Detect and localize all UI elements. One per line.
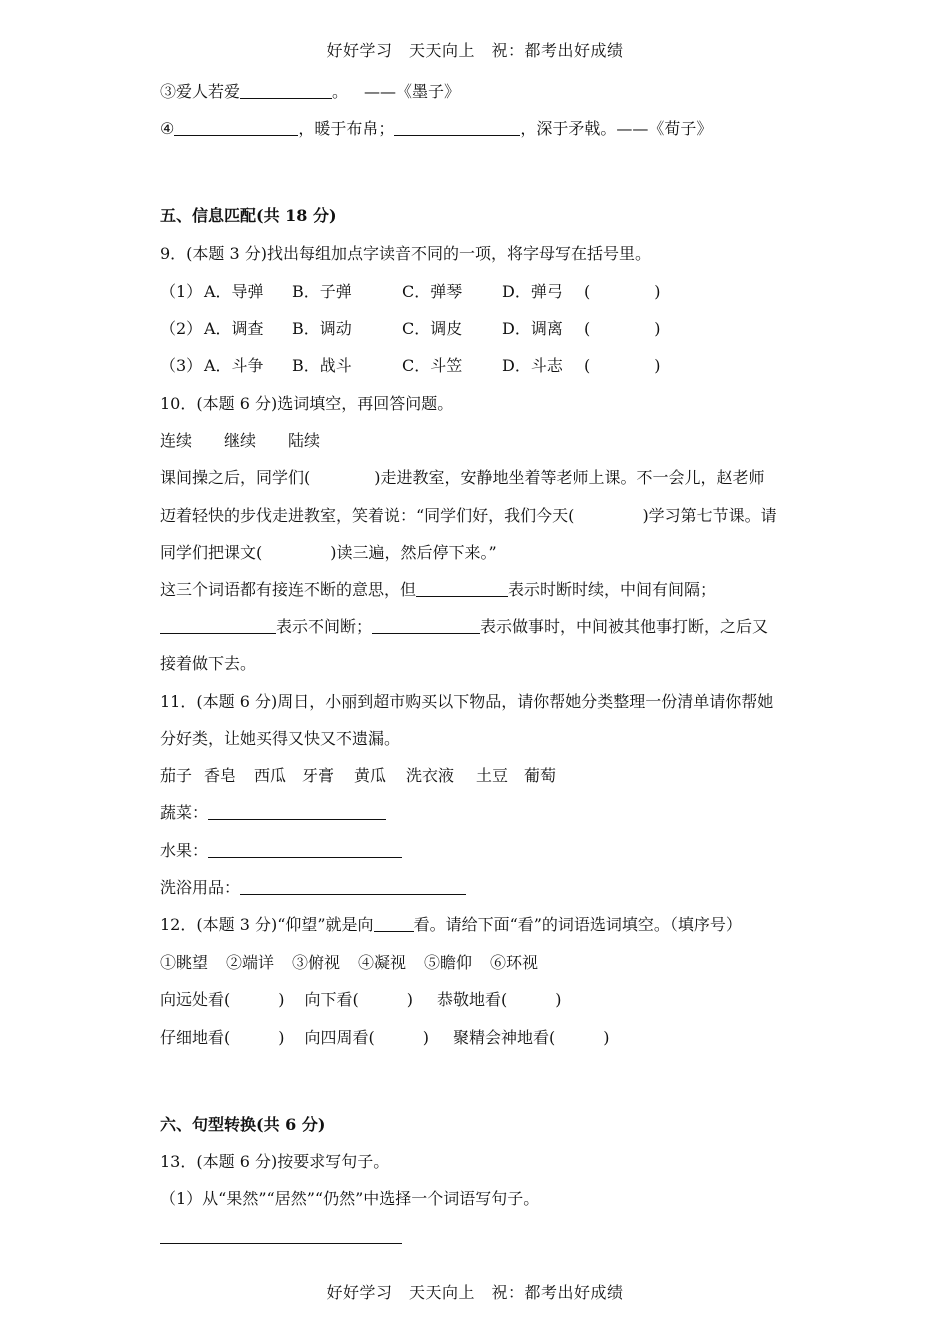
page-footer: 好好学习 天天向上 祝：都考出好成绩 [326,1283,624,1302]
q12-row-1: 向远处看( ) 向下看( ) 恭敬地看( ) [160,990,562,1009]
poem-line-3: ③爱人若爱 。 ——《墨子》 [160,82,461,101]
section-6-title: 六、句型转换(共 6 分) [160,1115,326,1134]
answer-blank[interactable] [372,617,480,634]
q11-vegetables: 蔬菜： [160,803,386,823]
q11-stem-1: 11．(本题 6 分)周日，小丽到超市购买以下物品，请你帮她分类整理一份清单请你帮她 [160,692,774,711]
q13-sub-1: （1）从“果然”“居然”“仍然”中选择一个词语写句子。 [160,1189,540,1208]
poem-line-4: ④ ，暖于布帛； ，深于矛戟。——《荀子》 [160,119,713,138]
q9-row-2: （2） A．调查 B．调动 C．调皮 D．调离 ( ) [160,319,661,338]
q9-stem: 9．(本题 3 分)找出每组加点字读音不同的一项，将字母写在括号里。 [160,244,652,263]
answer-blank[interactable] [374,915,414,932]
answer-line[interactable] [160,1243,402,1244]
answer-blank[interactable] [416,580,508,597]
q10-question-2: 表示不间断； 表示做事时，中间被其他事打断，之后又 [160,617,768,637]
q9-row-3: （3） A．斗争 B．战斗 C．斗笠 D．斗志 ( ) [160,356,661,375]
section-5-title: 五、信息匹配(共 18 分) [160,206,337,225]
q10-para-2: 迈着轻快的步伐走进教室，笑着说：“同学们好，我们今天( )学习第七节课。请 [160,506,777,525]
q10-words: 连续 继续 陆续 [160,431,321,450]
q10-stem: 10．(本题 6 分)选词填空，再回答问题。 [160,394,454,413]
q11-bath: 洗浴用品： [160,878,466,898]
q11-items: 茄子 香皂 西瓜 牙膏 黄瓜 洗衣液 土豆 葡萄 [160,766,557,785]
answer-blank[interactable] [208,803,386,820]
q12-options: ①眺望 ②端详 ③俯视 ④凝视 ⑤瞻仰 ⑥环视 [160,953,539,972]
answer-blank[interactable] [174,119,298,136]
q11-stem-2: 分好类，让她买得又快又不遗漏。 [160,729,401,748]
q12-row-2: 仔细地看( ) 向四周看( ) 聚精会神地看( ) [160,1028,610,1047]
answer-blank[interactable] [394,119,520,136]
q13-stem: 13．(本题 6 分)按要求写句子。 [160,1152,390,1171]
page-header: 好好学习 天天向上 祝：都考出好成绩 [326,41,624,60]
q10-question-3: 接着做下去。 [160,654,257,673]
q10-para-1: 课间操之后，同学们( )走进教室，安静地坐着等老师上课。不一会儿，赵老师 [160,468,765,487]
answer-blank[interactable] [160,617,276,634]
q9-row-1: （1） A．导弹 B．子弹 C．弹琴 D．弹弓 ( ) [160,282,661,301]
answer-blank[interactable] [240,82,332,99]
q12-stem: 12．(本题 3 分)“仰望”就是向 看。请给下面“看”的词语选词填空。（填序号） [160,915,742,934]
q10-para-3: 同学们把课文( )读三遍，然后停下来。” [160,543,497,562]
q11-fruit: 水果： [160,841,402,861]
q10-question-1: 这三个词语都有接连不断的意思，但 表示时断时续，中间有间隔； [160,580,717,599]
answer-blank[interactable] [208,841,402,858]
answer-blank[interactable] [240,878,466,895]
